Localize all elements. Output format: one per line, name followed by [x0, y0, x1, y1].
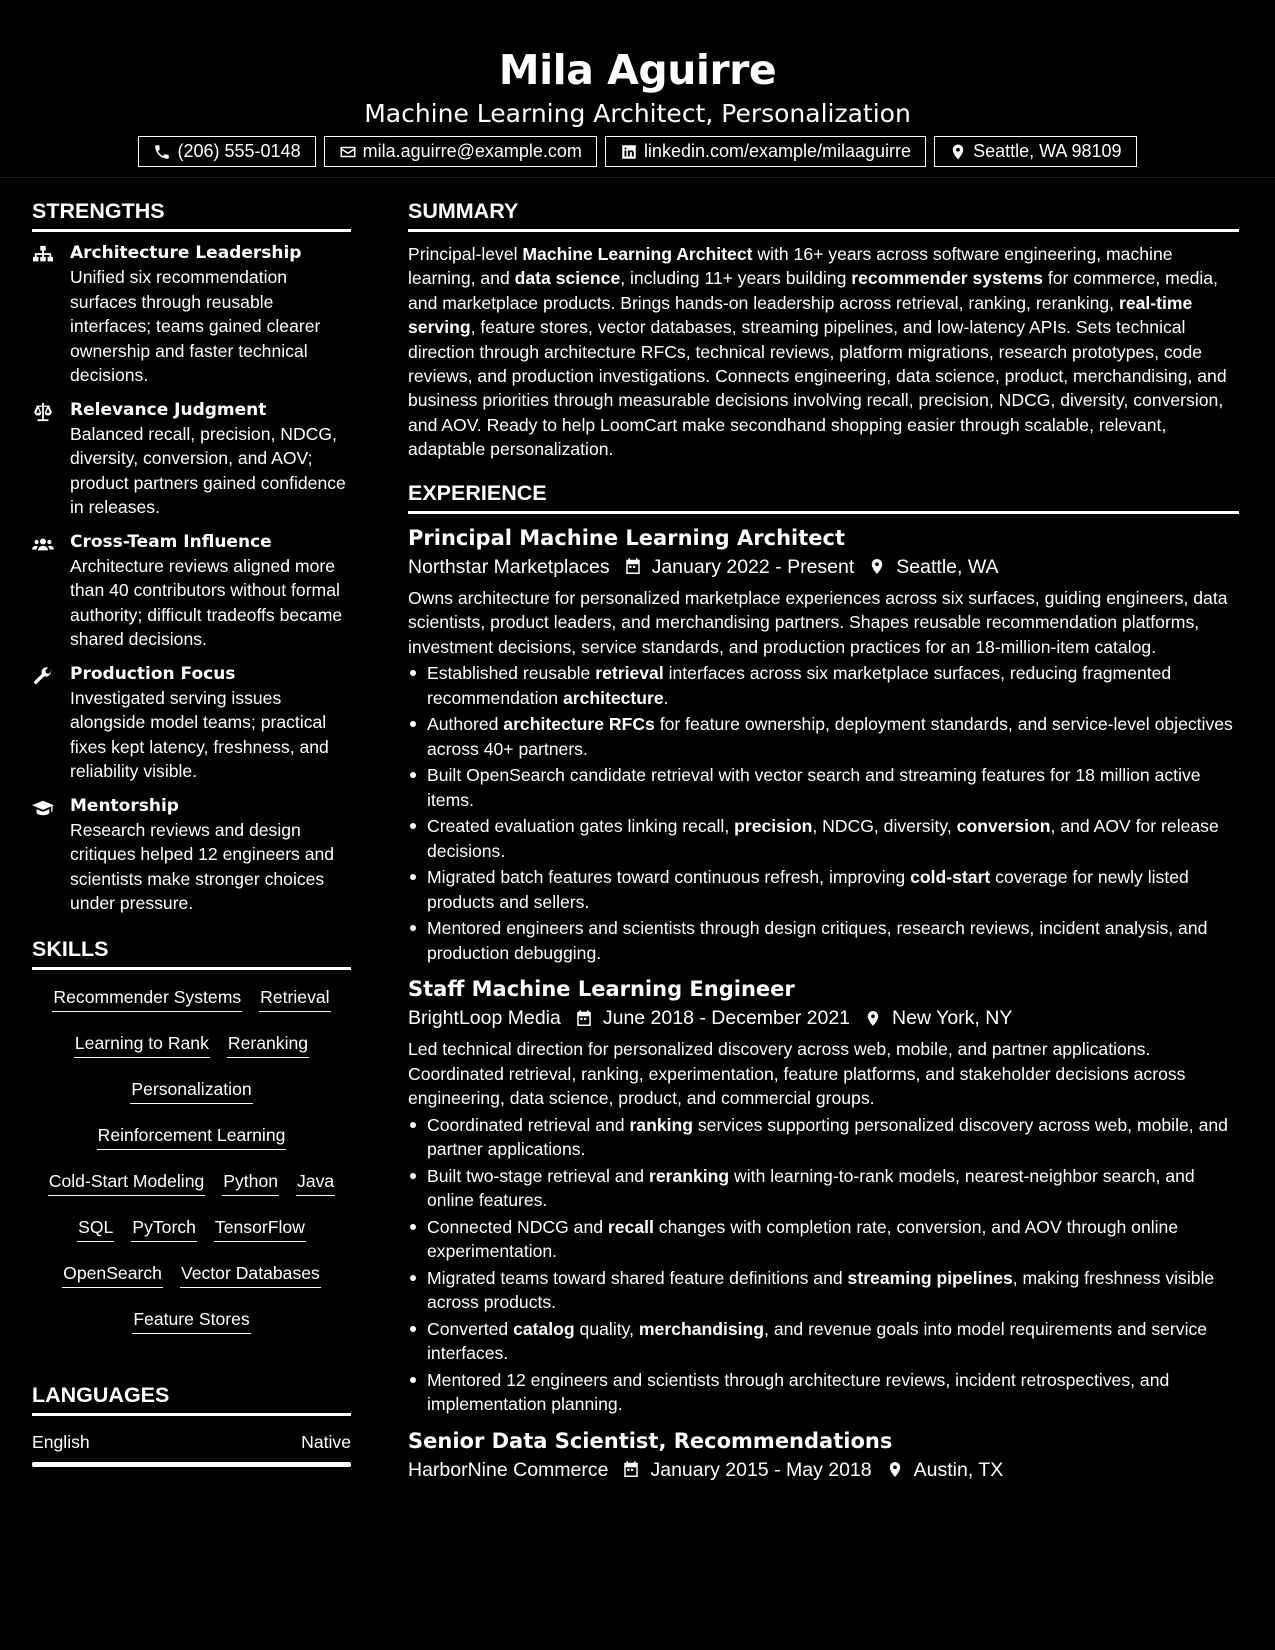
- bold-text: catalog: [513, 1318, 575, 1339]
- job-title: Staff Machine Learning Engineer: [408, 977, 795, 1002]
- bold-text: ranking: [629, 1114, 693, 1135]
- bullet-item: [408, 763, 1239, 812]
- scale-icon: [32, 402, 54, 422]
- contact-location-text: Seattle, WA 98109: [973, 141, 1122, 162]
- job-meta: [408, 1455, 1239, 1485]
- skill-tag: Reinforcement Learning: [97, 1123, 287, 1150]
- job-dates: January 2015 - May 2018: [650, 1458, 872, 1481]
- text-run: for commerce, media, and marketplace products. Brings hands-on leadership across retrieval, ranking, reranking,: [408, 268, 1218, 313]
- bullet-item: [408, 661, 1239, 710]
- text-run: Built two-stage retrieval and: [427, 1165, 649, 1186]
- right-column: [408, 198, 1239, 1495]
- bullet-item: [408, 1215, 1239, 1264]
- bullet-item: [408, 1266, 1239, 1315]
- strength-desc: Investigated serving issues alongside model teams; practical fixes kept latency, freshness, and reliability visible.: [70, 687, 329, 781]
- contact-bar: [0, 136, 1275, 167]
- experience-list: [408, 524, 1239, 1485]
- language-name: English: [32, 1431, 90, 1452]
- text-run: Mentored engineers and scientists through design critiques, research reviews, incident analysis, and production debugging.: [427, 918, 1208, 963]
- skill-tag: Vector Databases: [180, 1261, 321, 1288]
- text-run: , including 11+ years building: [620, 268, 852, 289]
- strength-title: Relevance Judgment: [70, 399, 267, 420]
- job-meta: [408, 552, 1239, 582]
- bold-text: architecture: [562, 687, 664, 708]
- candidate-name: Mila Aguirre: [498, 46, 777, 94]
- linkedin-icon: [620, 143, 638, 161]
- envelope-icon: [339, 143, 357, 161]
- text-run: , NDCG, diversity,: [812, 816, 957, 837]
- wrench-icon: [32, 666, 54, 686]
- contact-email-text: mila.aguirre@example.com: [362, 141, 582, 162]
- bold-text: recommender systems: [851, 268, 1043, 289]
- skill-tag: Personalization: [130, 1077, 252, 1104]
- calendar-icon: [622, 1460, 640, 1479]
- candidate-role: Machine Learning Architect, Personalization: [364, 99, 911, 128]
- skill-tag: Python: [222, 1169, 279, 1196]
- text-run: quality,: [574, 1318, 639, 1339]
- job-company: Northstar Marketplaces: [408, 555, 610, 578]
- job-entry: [408, 975, 1239, 1417]
- bold-text: architecture RFCs: [503, 714, 655, 735]
- job-company: HarborNine Commerce: [408, 1458, 609, 1481]
- skill-tag: SQL: [77, 1215, 114, 1242]
- bullet-item: [408, 916, 1239, 965]
- text-run: , and AOV for release decisions.: [427, 816, 1219, 861]
- bold-text: recall: [607, 1216, 654, 1237]
- contact-phone-text: (206) 555-0148: [177, 141, 301, 162]
- text-run: Built OpenSearch candidate retrieval with vector search and streaming features for 18 million active items.: [427, 765, 1201, 810]
- job-location: Seattle, WA: [896, 555, 999, 578]
- job-location: Austin, TX: [913, 1458, 1004, 1481]
- bullet-item: [408, 865, 1239, 914]
- text-run: Authored: [427, 714, 504, 735]
- map-pin-icon: [868, 557, 886, 576]
- job-description: Led technical direction for personalized discovery across web, mobile, and partner applications. Coordinated retrieval, ranking, experimentation, feature platforms, and stakeholder decisions across engineering, data science, product, and commercial groups.: [408, 1039, 1186, 1109]
- bullet-item: [408, 1317, 1239, 1366]
- skill-tag: Java: [296, 1169, 335, 1196]
- job-dates: January 2022 - Present: [651, 555, 855, 578]
- contact-phone[interactable]: [138, 136, 315, 167]
- strength-title: Production Focus: [70, 663, 236, 684]
- skill-tag: TensorFlow: [214, 1215, 306, 1242]
- strength-desc: Research reviews and design critiques helped 12 engineers and scientists make stronger choices under pressure.: [70, 819, 335, 913]
- contact-email[interactable]: [324, 136, 597, 167]
- text-run: with learning-to-rank models, nearest-neighbor search, and online features.: [427, 1165, 1195, 1211]
- text-run: Converted: [427, 1318, 514, 1339]
- skills-title: SKILLS: [32, 936, 351, 970]
- text-run: interfaces across six marketplace surfaces, reducing fragmented recommendation: [427, 663, 1172, 708]
- job-bullets: [408, 1113, 1239, 1417]
- text-run: changes with completion rate, conversion, and AOV through online experimentation.: [427, 1216, 1179, 1262]
- left-column: [32, 198, 351, 1467]
- text-run: Principal-level: [408, 244, 523, 264]
- text-run: Connected NDCG and: [427, 1216, 608, 1237]
- text-run: .: [663, 687, 669, 708]
- skill-tag: Recommender Systems: [52, 985, 242, 1012]
- strength-item: [32, 663, 351, 784]
- job-description: Owns architecture for personalized marketplace experiences across six surfaces, guiding engineers, data scientists, product leaders, and merchandising partners. Shapes reusable recommendation platforms, investment decisions, service standards, and production practices for an 18-million-item catalog.: [408, 587, 1228, 657]
- bold-text: conversion: [956, 816, 1051, 837]
- skill-tag: Reranking: [227, 1031, 309, 1058]
- bullet-item: [408, 1113, 1239, 1162]
- text-run: Migrated batch features toward continuous refresh, improving: [427, 867, 911, 888]
- strengths-title: STRENGTHS: [32, 198, 351, 232]
- strength-item: [32, 531, 351, 652]
- text-run: , feature stores, vector databases, streaming pipelines, and low-latency APIs. Sets technical direction through architecture RFCs, technical reviews, platform migrations, research prototypes, code reviews, and production investigations. Connects engineering, data science, product, merchandising, and business priorities through measurable decisions involving recall, precision, NDCG, diversity, conversion, and AOV. Ready to help LoomCart make secondhand shopping easier through scalable, relevant, adaptable personalization.: [408, 317, 1227, 460]
- phone-icon: [153, 143, 171, 161]
- job-entry: [408, 1427, 1239, 1485]
- calendar-icon: [624, 557, 642, 576]
- skill-tag: Cold-Start Modeling: [48, 1169, 205, 1196]
- job-title: Senior Data Scientist, Recommendations: [408, 1428, 893, 1453]
- job-bullets: [408, 661, 1239, 965]
- job-company: BrightLoop Media: [408, 1007, 561, 1030]
- map-pin-icon: [864, 1009, 882, 1028]
- strength-title: Architecture Leadership: [70, 243, 302, 263]
- contact-location: [934, 136, 1136, 167]
- contact-linkedin-text: linkedin.com/example/milaaguirre: [643, 141, 912, 162]
- bullet-item: [408, 712, 1239, 761]
- bold-text: data science: [514, 268, 621, 289]
- bullet-item: [408, 1368, 1239, 1417]
- skill-tag: OpenSearch: [62, 1261, 163, 1288]
- job-meta: [408, 1003, 1239, 1033]
- sitemap-icon: [32, 245, 54, 265]
- bold-text: reranking: [648, 1165, 730, 1186]
- language-row: [32, 1426, 351, 1454]
- graduation-cap-icon: [32, 798, 54, 818]
- skills-list: [32, 980, 351, 1334]
- text-run: with 16+ years across software engineering, machine learning, and: [408, 244, 1173, 289]
- bold-text: cold-start: [910, 867, 991, 888]
- text-run: for feature ownership, deployment standards, and service-level objectives across 40+ partners.: [427, 714, 1233, 759]
- strength-desc: Architecture reviews aligned more than 40 contributors without formal authority; difficult tradeoffs became shared decisions.: [70, 555, 343, 649]
- job-title: Principal Machine Learning Architect: [408, 525, 845, 550]
- bullet-item: [408, 1164, 1239, 1213]
- language-level: Native: [301, 1431, 351, 1452]
- bullet-item: [408, 814, 1239, 863]
- strength-title: Mentorship: [70, 795, 179, 816]
- contact-linkedin[interactable]: [605, 136, 926, 167]
- strength-desc: Balanced recall, precision, NDCG, diversity, conversion, and AOV; product partners gained confidence in releases.: [70, 423, 346, 517]
- bold-text: merchandising: [638, 1318, 765, 1339]
- map-pin-icon: [949, 143, 967, 161]
- job-entry: [408, 524, 1239, 966]
- resume-header: [0, 0, 1275, 178]
- bold-text: Machine Learning Architect: [522, 244, 753, 264]
- job-location: New York, NY: [892, 1007, 1013, 1030]
- languages-title: LANGUAGES: [32, 1382, 351, 1416]
- experience-title: EXPERIENCE: [408, 480, 1239, 514]
- bold-text: real-time serving: [408, 292, 1193, 338]
- text-run: , and revenue goals into model requirements and service interfaces.: [427, 1318, 1208, 1364]
- text-run: coverage for newly listed products and sellers.: [427, 867, 1189, 912]
- bold-text: retrieval: [595, 663, 664, 684]
- skill-tag: Feature Stores: [132, 1307, 250, 1334]
- bold-text: streaming pipelines: [847, 1267, 1013, 1288]
- strength-desc: Unified six recommendation surfaces through reusable interfaces; teams gained clearer ownership and faster technical decisions.: [70, 267, 321, 385]
- language-level-bar: [32, 1462, 351, 1467]
- skill-tag: Learning to Rank: [74, 1031, 210, 1058]
- strength-title: Cross-Team Influence: [70, 531, 272, 552]
- skill-tag: PyTorch: [131, 1215, 197, 1242]
- text-run: Established reusable: [427, 663, 596, 684]
- strength-item: [32, 795, 351, 916]
- strength-item: [32, 242, 351, 388]
- text-run: Mentored 12 engineers and scientists through architecture reviews, incident retrospectives, and implementation planning.: [427, 1369, 1170, 1415]
- text-run: services supporting personalized discovery across web, mobile, and partner applications.: [427, 1114, 1228, 1160]
- job-dates: June 2018 - December 2021: [602, 1007, 851, 1030]
- calendar-icon: [575, 1009, 593, 1028]
- users-icon: [32, 534, 54, 554]
- text-run: Coordinated retrieval and: [427, 1114, 630, 1135]
- text-run: , making freshness visible across products.: [427, 1267, 1215, 1313]
- bold-text: precision: [734, 816, 813, 837]
- summary-text: [408, 242, 1239, 462]
- map-pin-icon: [886, 1460, 904, 1479]
- text-run: Created evaluation gates linking recall,: [427, 816, 735, 837]
- summary-title: SUMMARY: [408, 198, 1239, 232]
- skill-tag: Retrieval: [259, 985, 330, 1012]
- strength-item: [32, 399, 351, 520]
- text-run: Migrated teams toward shared feature definitions and: [427, 1267, 848, 1288]
